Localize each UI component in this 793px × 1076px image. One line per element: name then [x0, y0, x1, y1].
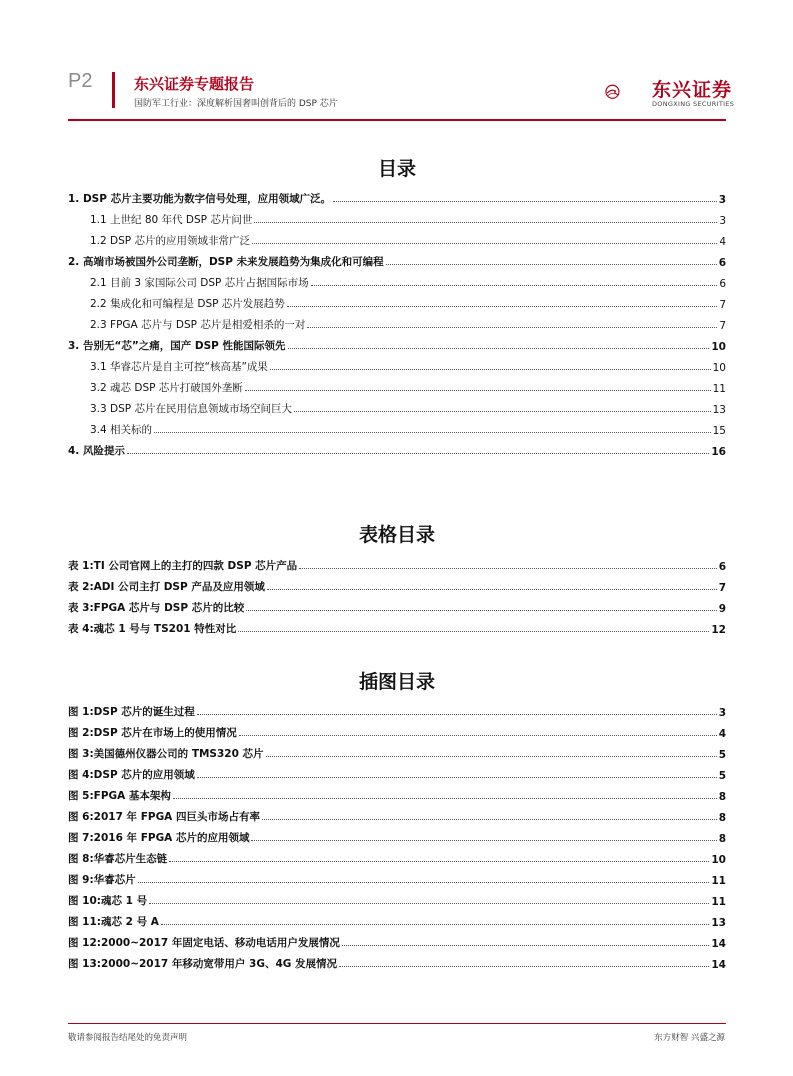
toc-entry[interactable] — [68, 269, 726, 290]
toc-entry[interactable] — [68, 290, 726, 311]
figure-entry-label: 图 13:2000~2017 年移动宽带用户 3G、4G 发展情况 — [68, 958, 338, 970]
leader-dots — [169, 861, 709, 862]
toc-list — [68, 185, 726, 458]
leader-dots — [294, 411, 711, 412]
toc-entry-label: 1. DSP 芯片主要功能为数字信号处理，应用领域广泛。 — [68, 193, 332, 205]
figure-entry-page: 5 — [718, 770, 726, 782]
figure-entry[interactable] — [68, 845, 726, 866]
figure-entry[interactable] — [68, 950, 726, 971]
toc-entry[interactable] — [68, 437, 726, 458]
figure-entry[interactable] — [68, 761, 726, 782]
toc-entry-label: 4. 风险提示 — [68, 445, 125, 457]
toc-entry-page: 3 — [719, 215, 726, 227]
table-entry-page: 7 — [718, 582, 726, 594]
toc-title: 目录 — [377, 158, 416, 180]
toc-entry-label: 2. 高端市场被国外公司垄断，DSP 未来发展趋势为集成化和可编程 — [68, 256, 384, 268]
leader-dots — [149, 903, 709, 904]
figure-entry-label: 图 9:华睿芯片 — [68, 874, 136, 886]
toc-entry[interactable] — [68, 395, 726, 416]
leader-dots — [288, 348, 710, 349]
toc-entry[interactable] — [68, 185, 726, 206]
figure-entry-page: 11 — [711, 875, 726, 887]
figures-title: 插图目录 — [358, 671, 435, 693]
leader-dots — [238, 631, 709, 632]
table-entry-label: 表 1:TI 公司官网上的主打的四款 DSP 芯片产品 — [68, 560, 298, 572]
leader-dots — [262, 819, 717, 820]
figure-entry[interactable] — [68, 929, 726, 950]
leader-dots — [254, 222, 717, 223]
toc-entry-label: 2.2 集成化和可编程是 DSP 芯片发展趋势 — [90, 298, 285, 310]
figure-entry-label: 图 5:FPGA 基本架构 — [68, 790, 171, 802]
toc-entry[interactable] — [68, 206, 726, 227]
toc-entry[interactable] — [68, 311, 726, 332]
figure-entry-label: 图 7:2016 年 FPGA 芯片的应用领域 — [68, 832, 250, 844]
figure-entry[interactable] — [68, 824, 726, 845]
footer-rule — [68, 1023, 726, 1024]
toc-entry-page: 3 — [718, 194, 726, 206]
figure-entry-label: 图 1:DSP 芯片的诞生过程 — [68, 706, 195, 718]
figure-entry-page: 14 — [711, 959, 726, 971]
leader-dots — [307, 327, 717, 328]
toc-entry[interactable] — [68, 332, 726, 353]
figure-entry-page: 8 — [718, 791, 726, 803]
leader-dots — [154, 432, 711, 433]
figure-entry[interactable] — [68, 698, 726, 719]
leader-dots — [342, 945, 710, 946]
figure-entry-label: 图 11:魂芯 2 号 A — [68, 916, 159, 928]
dongxing-logo-icon — [604, 70, 650, 112]
toc-entry-label: 2.1 目前 3 家国际公司 DSP 芯片占据国际市场 — [90, 277, 309, 289]
table-entry[interactable] — [68, 573, 726, 594]
table-entry[interactable] — [68, 615, 726, 636]
leader-dots — [197, 777, 717, 778]
leader-dots — [333, 201, 717, 202]
footer-disclaimer: 敬请参阅报告结尾处的免责声明 — [68, 1033, 188, 1043]
toc-entry[interactable] — [68, 353, 726, 374]
leader-dots — [267, 589, 717, 590]
tables-list — [68, 552, 726, 636]
toc-entry-label: 1.2 DSP 芯片的应用领域非常广泛 — [90, 235, 250, 247]
figure-entry[interactable] — [68, 803, 726, 824]
figure-entry-page: 5 — [718, 749, 726, 761]
toc-entry-label: 3.1 华睿芯片是自主可控“核高基”成果 — [90, 361, 268, 373]
page-number: P2 — [68, 70, 93, 92]
toc-entry[interactable] — [68, 248, 726, 269]
header-rule — [68, 119, 726, 121]
toc-entry-page: 16 — [711, 446, 726, 458]
table-entry[interactable] — [68, 552, 726, 573]
figure-entry[interactable] — [68, 740, 726, 761]
figure-entry-label: 图 10:魂芯 1 号 — [68, 895, 148, 907]
leader-dots — [266, 756, 717, 757]
toc-entry-page: 15 — [712, 425, 726, 437]
figure-entry-page: 8 — [718, 812, 726, 824]
toc-entry-page: 13 — [712, 404, 726, 416]
table-entry-label: 表 4:魂芯 1 号与 TS201 特性对比 — [68, 623, 237, 635]
header-separator — [112, 72, 115, 108]
figure-entry-label: 图 6:2017 年 FPGA 四巨头市场占有率 — [68, 811, 260, 823]
report-title: 东兴证券专题报告 — [134, 75, 255, 93]
figure-entry-label: 图 4:DSP 芯片的应用领域 — [68, 769, 195, 781]
figure-entry-page: 4 — [718, 728, 726, 740]
figure-entry-page: 10 — [711, 854, 726, 866]
toc-entry-label: 2.3 FPGA 芯片与 DSP 芯片是相爱相杀的一对 — [90, 319, 306, 331]
toc-entry-label: 1.1 上世纪 80 年代 DSP 芯片问世 — [90, 214, 253, 226]
figure-entry-label: 图 12:2000~2017 年固定电话、移动电话用户发展情况 — [68, 937, 340, 949]
leader-dots — [386, 264, 717, 265]
leader-dots — [245, 390, 711, 391]
figure-entry[interactable] — [68, 782, 726, 803]
toc-entry-page: 7 — [719, 320, 726, 332]
table-entry-label: 表 3:FPGA 芯片与 DSP 芯片的比较 — [68, 602, 245, 614]
leader-dots — [270, 369, 711, 370]
figure-entry[interactable] — [68, 908, 726, 929]
figure-entry-page: 11 — [711, 896, 726, 908]
logo-text: 东兴证券 — [652, 79, 733, 101]
table-entry-page: 9 — [718, 603, 726, 615]
leader-dots — [239, 735, 717, 736]
table-entry-page: 6 — [718, 561, 726, 573]
leader-dots — [246, 610, 716, 611]
toc-entry-page: 4 — [719, 236, 726, 248]
figure-entry-page: 13 — [711, 917, 726, 929]
toc-entry-page: 6 — [718, 257, 726, 269]
logo-english: DONGXING SECURITIES — [652, 100, 735, 108]
figure-entry-label: 图 3:美国德州仪器公司的 TMS320 芯片 — [68, 748, 264, 760]
leader-dots — [252, 243, 717, 244]
toc-entry[interactable] — [68, 374, 726, 395]
leader-dots — [311, 285, 718, 286]
toc-entry-page: 10 — [711, 341, 726, 353]
toc-entry-page: 10 — [712, 362, 726, 374]
figures-list — [68, 698, 726, 971]
toc-entry-label: 3.3 DSP 芯片在民用信息领域市场空间巨大 — [90, 403, 292, 415]
figure-entry-label: 图 8:华睿芯片生态链 — [68, 853, 168, 865]
leader-dots — [299, 568, 717, 569]
toc-entry[interactable] — [68, 227, 726, 248]
toc-entry-label: 3. 告别无“芯”之痛，国产 DSP 性能国际领先 — [68, 340, 286, 352]
tables-title: 表格目录 — [358, 524, 435, 546]
figure-entry-page: 8 — [718, 833, 726, 845]
table-entry[interactable] — [68, 594, 726, 615]
figure-entry-page: 14 — [711, 938, 726, 950]
toc-entry-page: 11 — [712, 383, 726, 395]
leader-dots — [127, 453, 709, 454]
figure-entry-label: 图 2:DSP 芯片在市场上的使用情况 — [68, 727, 237, 739]
leader-dots — [173, 798, 717, 799]
table-entry-label: 表 2:ADI 公司主打 DSP 产品及应用领域 — [68, 581, 265, 593]
figure-entry[interactable] — [68, 866, 726, 887]
footer-slogan: 东方财智 兴盛之源 — [654, 1033, 725, 1043]
figure-entry[interactable] — [68, 887, 726, 908]
leader-dots — [287, 306, 718, 307]
toc-entry-page: 7 — [719, 299, 726, 311]
leader-dots — [251, 840, 716, 841]
report-subtitle: 国防军工行业：深度解析国奢叫创背后的 DSP 芯片 — [134, 99, 338, 109]
toc-entry[interactable] — [68, 416, 726, 437]
figure-entry-page: 3 — [718, 707, 726, 719]
figure-entry[interactable] — [68, 719, 726, 740]
leader-dots — [339, 966, 709, 967]
toc-entry-label: 3.2 魂芯 DSP 芯片打破国外垄断 — [90, 382, 243, 394]
table-entry-page: 12 — [711, 624, 726, 636]
leader-dots — [197, 714, 717, 715]
leader-dots — [138, 882, 710, 883]
toc-entry-page: 6 — [719, 278, 726, 290]
leader-dots — [161, 924, 710, 925]
toc-entry-label: 3.4 相关标的 — [90, 424, 153, 436]
